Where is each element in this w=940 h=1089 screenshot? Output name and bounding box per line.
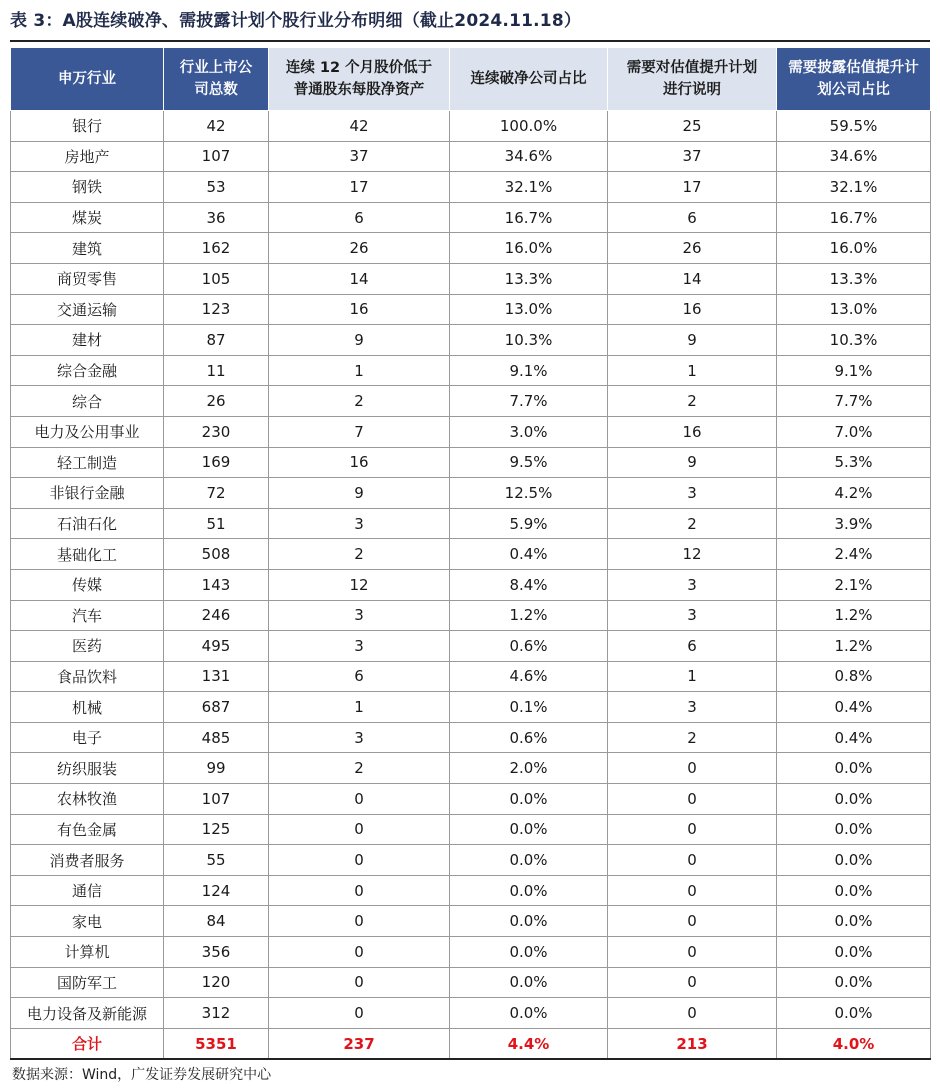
cell-industry: 电力设备及新能源 xyxy=(11,998,164,1029)
table-row xyxy=(11,722,931,753)
cell-listed-total: 51 xyxy=(164,508,269,539)
cell-listed-total: 99 xyxy=(164,753,269,784)
cell-need-plan-explain: 0 xyxy=(608,753,777,784)
cell-need-plan-explain: 3 xyxy=(608,600,777,631)
cell-below-net-ratio: 100.0% xyxy=(450,111,608,142)
cell-listed-total: 356 xyxy=(164,937,269,968)
cell-need-plan-explain: 2 xyxy=(608,722,777,753)
cell-industry: 国防军工 xyxy=(11,967,164,998)
table-row xyxy=(11,998,931,1029)
table-title: 表 3：A股连续破净、需披露计划个股行业分布明细（截止2024.11.18） xyxy=(10,11,582,31)
header-disclose-plan-ratio: 需要披露估值提升计 划公司占比 xyxy=(777,48,931,111)
cell-below-net-assets: 37 xyxy=(269,141,450,172)
cell-below-net-ratio: 0.0% xyxy=(450,875,608,906)
cell-below-net-ratio: 0.0% xyxy=(450,967,608,998)
cell-disclose-plan-ratio: 16.0% xyxy=(777,233,931,264)
cell-industry: 综合金融 xyxy=(11,355,164,386)
cell-need-plan-explain: 0 xyxy=(608,967,777,998)
header-listed-total: 行业上市公 司总数 xyxy=(164,48,269,111)
title-divider xyxy=(10,40,930,42)
cell-below-net-assets: 12 xyxy=(269,569,450,600)
cell-listed-total: 485 xyxy=(164,722,269,753)
cell-disclose-plan-ratio: 0.0% xyxy=(777,937,931,968)
cell-listed-total: 53 xyxy=(164,172,269,203)
cell-need-plan-explain: 6 xyxy=(608,202,777,233)
cell-need-plan-explain: 17 xyxy=(608,172,777,203)
cell-industry: 有色金属 xyxy=(11,814,164,845)
cell-industry: 消费者服务 xyxy=(11,845,164,876)
cell-industry: 房地产 xyxy=(11,141,164,172)
cell-need-plan-explain: 26 xyxy=(608,233,777,264)
cell-need-plan-explain: 2 xyxy=(608,508,777,539)
total-below-net-ratio: 4.4% xyxy=(450,1028,608,1059)
table-row xyxy=(11,814,931,845)
cell-disclose-plan-ratio: 7.0% xyxy=(777,416,931,447)
cell-below-net-assets: 6 xyxy=(269,202,450,233)
cell-listed-total: 131 xyxy=(164,661,269,692)
cell-listed-total: 312 xyxy=(164,998,269,1029)
cell-need-plan-explain: 37 xyxy=(608,141,777,172)
cell-disclose-plan-ratio: 0.0% xyxy=(777,845,931,876)
cell-need-plan-explain: 0 xyxy=(608,875,777,906)
table-row xyxy=(11,172,931,203)
cell-need-plan-explain: 6 xyxy=(608,631,777,662)
cell-disclose-plan-ratio: 5.3% xyxy=(777,447,931,478)
table-row xyxy=(11,355,931,386)
cell-disclose-plan-ratio: 1.2% xyxy=(777,600,931,631)
cell-industry: 建筑 xyxy=(11,233,164,264)
table-row xyxy=(11,845,931,876)
total-industry: 合计 xyxy=(11,1028,164,1059)
cell-industry: 计算机 xyxy=(11,937,164,968)
table-row xyxy=(11,661,931,692)
total-need-plan-explain: 213 xyxy=(608,1028,777,1059)
cell-below-net-assets: 2 xyxy=(269,386,450,417)
cell-below-net-ratio: 32.1% xyxy=(450,172,608,203)
cell-industry: 电力及公用事业 xyxy=(11,416,164,447)
cell-below-net-ratio: 0.0% xyxy=(450,784,608,815)
cell-listed-total: 125 xyxy=(164,814,269,845)
cell-disclose-plan-ratio: 0.0% xyxy=(777,784,931,815)
cell-below-net-ratio: 16.0% xyxy=(450,233,608,264)
cell-need-plan-explain: 3 xyxy=(608,478,777,509)
table-row xyxy=(11,692,931,723)
cell-listed-total: 105 xyxy=(164,263,269,294)
cell-listed-total: 162 xyxy=(164,233,269,264)
total-row xyxy=(11,1028,931,1059)
cell-listed-total: 36 xyxy=(164,202,269,233)
cell-listed-total: 123 xyxy=(164,294,269,325)
cell-below-net-assets: 1 xyxy=(269,355,450,386)
cell-need-plan-explain: 0 xyxy=(608,814,777,845)
table-row xyxy=(11,539,931,570)
cell-below-net-ratio: 2.0% xyxy=(450,753,608,784)
cell-disclose-plan-ratio: 0.8% xyxy=(777,661,931,692)
cell-below-net-assets: 0 xyxy=(269,967,450,998)
cell-industry: 石油石化 xyxy=(11,508,164,539)
cell-below-net-ratio: 0.0% xyxy=(450,937,608,968)
cell-listed-total: 246 xyxy=(164,600,269,631)
cell-disclose-plan-ratio: 0.0% xyxy=(777,814,931,845)
cell-need-plan-explain: 3 xyxy=(608,569,777,600)
cell-industry: 纺织服装 xyxy=(11,753,164,784)
cell-below-net-ratio: 0.6% xyxy=(450,722,608,753)
cell-disclose-plan-ratio: 9.1% xyxy=(777,355,931,386)
table-row xyxy=(11,508,931,539)
table-row xyxy=(11,631,931,662)
cell-below-net-assets: 7 xyxy=(269,416,450,447)
total-listed-total: 5351 xyxy=(164,1028,269,1059)
cell-listed-total: 87 xyxy=(164,325,269,356)
cell-listed-total: 72 xyxy=(164,478,269,509)
cell-disclose-plan-ratio: 2.4% xyxy=(777,539,931,570)
cell-below-net-ratio: 16.7% xyxy=(450,202,608,233)
cell-below-net-ratio: 0.0% xyxy=(450,998,608,1029)
cell-below-net-ratio: 13.0% xyxy=(450,294,608,325)
total-disclose-plan-ratio: 4.0% xyxy=(777,1028,931,1059)
cell-industry: 银行 xyxy=(11,111,164,142)
cell-need-plan-explain: 9 xyxy=(608,447,777,478)
cell-below-net-ratio: 0.6% xyxy=(450,631,608,662)
table-row xyxy=(11,600,931,631)
cell-need-plan-explain: 0 xyxy=(608,937,777,968)
cell-below-net-assets: 9 xyxy=(269,478,450,509)
cell-below-net-assets: 6 xyxy=(269,661,450,692)
cell-disclose-plan-ratio: 1.2% xyxy=(777,631,931,662)
cell-below-net-assets: 3 xyxy=(269,508,450,539)
cell-need-plan-explain: 0 xyxy=(608,845,777,876)
cell-below-net-assets: 16 xyxy=(269,294,450,325)
cell-below-net-ratio: 0.1% xyxy=(450,692,608,723)
cell-listed-total: 169 xyxy=(164,447,269,478)
cell-listed-total: 230 xyxy=(164,416,269,447)
total-below-net-assets: 237 xyxy=(269,1028,450,1059)
header-need-plan-explain: 需要对估值提升计划 进行说明 xyxy=(608,48,777,111)
cell-listed-total: 124 xyxy=(164,875,269,906)
table-row xyxy=(11,569,931,600)
cell-below-net-assets: 0 xyxy=(269,875,450,906)
cell-below-net-ratio: 8.4% xyxy=(450,569,608,600)
cell-below-net-ratio: 10.3% xyxy=(450,325,608,356)
table-body xyxy=(11,111,931,1060)
cell-industry: 交通运输 xyxy=(11,294,164,325)
cell-below-net-ratio: 9.5% xyxy=(450,447,608,478)
table-header xyxy=(11,48,931,111)
cell-below-net-assets: 9 xyxy=(269,325,450,356)
cell-industry: 农林牧渔 xyxy=(11,784,164,815)
cell-listed-total: 55 xyxy=(164,845,269,876)
cell-industry: 钢铁 xyxy=(11,172,164,203)
cell-need-plan-explain: 0 xyxy=(608,784,777,815)
cell-disclose-plan-ratio: 34.6% xyxy=(777,141,931,172)
cell-need-plan-explain: 0 xyxy=(608,906,777,937)
table-row xyxy=(11,416,931,447)
cell-disclose-plan-ratio: 4.2% xyxy=(777,478,931,509)
cell-below-net-ratio: 12.5% xyxy=(450,478,608,509)
cell-listed-total: 84 xyxy=(164,906,269,937)
cell-need-plan-explain: 12 xyxy=(608,539,777,570)
table-row xyxy=(11,111,931,142)
header-industry: 申万行业 xyxy=(11,48,164,111)
cell-below-net-assets: 1 xyxy=(269,692,450,723)
cell-listed-total: 26 xyxy=(164,386,269,417)
header-row xyxy=(11,48,931,111)
cell-below-net-ratio: 34.6% xyxy=(450,141,608,172)
cell-below-net-ratio: 0.0% xyxy=(450,845,608,876)
table-row xyxy=(11,967,931,998)
table-row xyxy=(11,906,931,937)
cell-below-net-assets: 0 xyxy=(269,845,450,876)
cell-industry: 轻工制造 xyxy=(11,447,164,478)
cell-need-plan-explain: 9 xyxy=(608,325,777,356)
cell-below-net-assets: 3 xyxy=(269,631,450,662)
cell-below-net-assets: 0 xyxy=(269,937,450,968)
cell-industry: 传媒 xyxy=(11,569,164,600)
cell-below-net-assets: 42 xyxy=(269,111,450,142)
header-below-net-ratio: 连续破净公司占比 xyxy=(450,48,608,111)
cell-disclose-plan-ratio: 10.3% xyxy=(777,325,931,356)
cell-below-net-assets: 2 xyxy=(269,539,450,570)
cell-listed-total: 11 xyxy=(164,355,269,386)
cell-disclose-plan-ratio: 2.1% xyxy=(777,569,931,600)
table-row xyxy=(11,294,931,325)
cell-below-net-assets: 0 xyxy=(269,998,450,1029)
cell-industry: 家电 xyxy=(11,906,164,937)
cell-below-net-ratio: 7.7% xyxy=(450,386,608,417)
table-row xyxy=(11,447,931,478)
cell-below-net-ratio: 9.1% xyxy=(450,355,608,386)
cell-industry: 非银行金融 xyxy=(11,478,164,509)
cell-listed-total: 107 xyxy=(164,784,269,815)
cell-need-plan-explain: 1 xyxy=(608,661,777,692)
cell-below-net-ratio: 3.0% xyxy=(450,416,608,447)
cell-disclose-plan-ratio: 0.0% xyxy=(777,753,931,784)
source-note: 数据来源：Wind，广发证券发展研究中心 xyxy=(12,1067,272,1083)
table-row xyxy=(11,386,931,417)
cell-below-net-assets: 0 xyxy=(269,906,450,937)
cell-below-net-assets: 3 xyxy=(269,722,450,753)
cell-industry: 商贸零售 xyxy=(11,263,164,294)
cell-disclose-plan-ratio: 7.7% xyxy=(777,386,931,417)
industry-distribution-table xyxy=(10,47,931,1060)
cell-below-net-ratio: 0.0% xyxy=(450,906,608,937)
cell-below-net-ratio: 0.4% xyxy=(450,539,608,570)
cell-industry: 机械 xyxy=(11,692,164,723)
cell-listed-total: 495 xyxy=(164,631,269,662)
cell-disclose-plan-ratio: 32.1% xyxy=(777,172,931,203)
cell-disclose-plan-ratio: 0.0% xyxy=(777,998,931,1029)
cell-below-net-assets: 0 xyxy=(269,784,450,815)
cell-below-net-assets: 14 xyxy=(269,263,450,294)
cell-below-net-assets: 26 xyxy=(269,233,450,264)
cell-need-plan-explain: 1 xyxy=(608,355,777,386)
cell-disclose-plan-ratio: 0.0% xyxy=(777,967,931,998)
cell-disclose-plan-ratio: 0.0% xyxy=(777,875,931,906)
table-row xyxy=(11,937,931,968)
table-row xyxy=(11,325,931,356)
cell-listed-total: 508 xyxy=(164,539,269,570)
cell-need-plan-explain: 2 xyxy=(608,386,777,417)
header-below-net-assets: 连续 12 个月股价低于 普通股东每股净资产 xyxy=(269,48,450,111)
cell-disclose-plan-ratio: 13.3% xyxy=(777,263,931,294)
table-row xyxy=(11,478,931,509)
cell-industry: 汽车 xyxy=(11,600,164,631)
cell-need-plan-explain: 0 xyxy=(608,998,777,1029)
cell-industry: 食品饮料 xyxy=(11,661,164,692)
cell-need-plan-explain: 3 xyxy=(608,692,777,723)
cell-disclose-plan-ratio: 16.7% xyxy=(777,202,931,233)
cell-industry: 煤炭 xyxy=(11,202,164,233)
cell-disclose-plan-ratio: 0.4% xyxy=(777,722,931,753)
table-row xyxy=(11,753,931,784)
table-row xyxy=(11,784,931,815)
cell-below-net-ratio: 13.3% xyxy=(450,263,608,294)
cell-below-net-ratio: 4.6% xyxy=(450,661,608,692)
cell-listed-total: 42 xyxy=(164,111,269,142)
table-row xyxy=(11,202,931,233)
cell-need-plan-explain: 14 xyxy=(608,263,777,294)
table-row xyxy=(11,875,931,906)
cell-below-net-assets: 16 xyxy=(269,447,450,478)
cell-disclose-plan-ratio: 13.0% xyxy=(777,294,931,325)
cell-disclose-plan-ratio: 59.5% xyxy=(777,111,931,142)
cell-listed-total: 143 xyxy=(164,569,269,600)
cell-disclose-plan-ratio: 3.9% xyxy=(777,508,931,539)
cell-industry: 通信 xyxy=(11,875,164,906)
cell-below-net-ratio: 0.0% xyxy=(450,814,608,845)
cell-below-net-assets: 2 xyxy=(269,753,450,784)
cell-disclose-plan-ratio: 0.0% xyxy=(777,906,931,937)
cell-listed-total: 107 xyxy=(164,141,269,172)
cell-industry: 建材 xyxy=(11,325,164,356)
cell-need-plan-explain: 16 xyxy=(608,294,777,325)
cell-industry: 基础化工 xyxy=(11,539,164,570)
cell-below-net-ratio: 1.2% xyxy=(450,600,608,631)
cell-industry: 电子 xyxy=(11,722,164,753)
cell-below-net-assets: 17 xyxy=(269,172,450,203)
cell-listed-total: 687 xyxy=(164,692,269,723)
cell-below-net-assets: 3 xyxy=(269,600,450,631)
cell-industry: 综合 xyxy=(11,386,164,417)
cell-disclose-plan-ratio: 0.4% xyxy=(777,692,931,723)
cell-industry: 医药 xyxy=(11,631,164,662)
cell-below-net-assets: 0 xyxy=(269,814,450,845)
cell-below-net-ratio: 5.9% xyxy=(450,508,608,539)
cell-listed-total: 120 xyxy=(164,967,269,998)
table-row xyxy=(11,263,931,294)
cell-need-plan-explain: 25 xyxy=(608,111,777,142)
cell-need-plan-explain: 16 xyxy=(608,416,777,447)
table-row xyxy=(11,141,931,172)
table-row xyxy=(11,233,931,264)
